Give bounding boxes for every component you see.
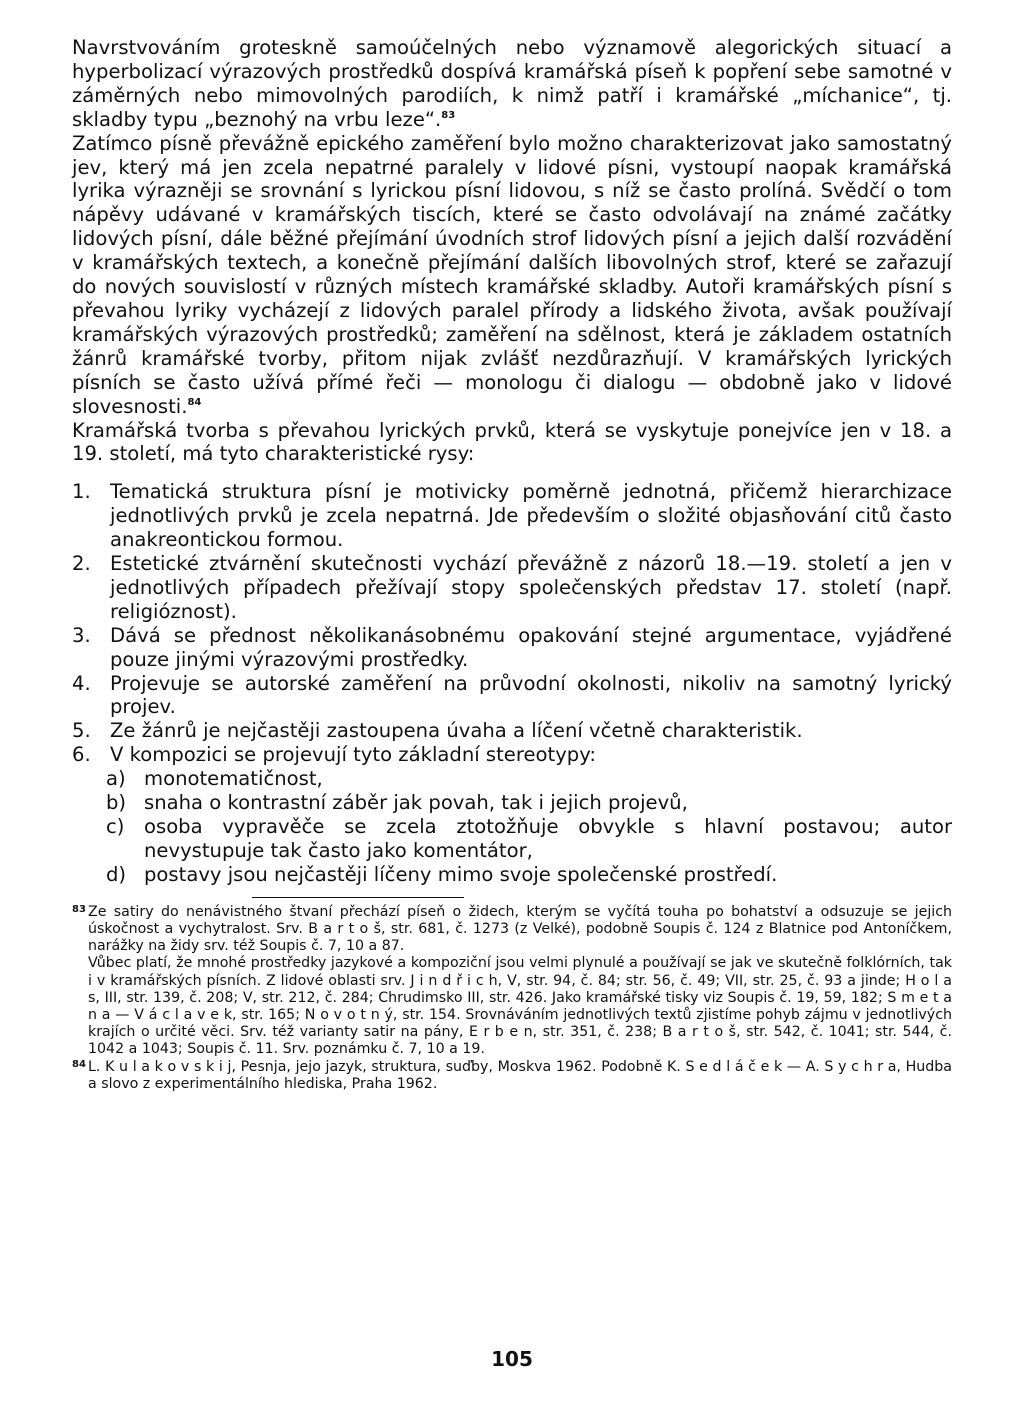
paragraph-text: Kramářská tvorba s převahou lyrických prvků, která se vyskytuje ponejvíce jen v 18. a 19. století, má tyto charakteristické rysy: [72, 418, 952, 466]
list-number: 1. [72, 480, 91, 504]
sublist-text: postavy jsou nejčastěji líčeny mimo svoje společenské prostředí. [144, 862, 778, 886]
list-text: Projevuje se autorské zaměření na průvodní okolnosti, nikoliv na samotný lyrický projev. [110, 671, 952, 719]
list-text: Estetické ztvárnění skutečnosti vychází převážně z názorů 18.—19. století a jen v jednotlivých případech přežívají stopy společenských představ 17. století (např. religióznost). [110, 552, 952, 623]
sublist-item [72, 791, 952, 815]
list-text: Ze žánrů je nejčastěji zastoupena úvaha a líčení včetně charakteristik. [110, 719, 803, 743]
footnote-mark: 83 [72, 903, 86, 915]
paragraph [72, 36, 952, 132]
list-number: 3. [72, 623, 91, 647]
main-text [72, 36, 952, 466]
list-item [72, 552, 952, 624]
page-content [72, 36, 952, 1093]
footnote [72, 904, 952, 956]
sublist-letter: c) [106, 815, 125, 838]
sublist-letter: d) [106, 862, 127, 886]
list-item [72, 719, 952, 743]
list-text: V kompozici se projevují tyto základní stereotypy: [110, 743, 597, 767]
footnote-text: Ze satiry do nenávistného štvaní přechází píseň o židech, kterým se vyčítá touha po bohatství a odsuzuje se jejich úskočnost a vychytralost. Srv. B a r t o š, str. 681, č. 1273 (z Velké), podobně Soupis č. 124 z Blatnice pod Antoníčkem, narážky na židy srv. též Soupis č. 7, 10 a 87. [88, 903, 952, 955]
footnote-ref: 83 [441, 109, 456, 121]
list-item [72, 672, 952, 720]
list-item [72, 743, 952, 767]
sublist-text: snaha o kontrastní záběr jak povah, tak i jejich projevů, [144, 791, 688, 815]
footnote [72, 955, 952, 1058]
list-text: Dává se přednost několikanásobnému opakování stejné argumentace, vyjádřené pouze jinými výrazovými prostředky. [110, 623, 952, 671]
paragraph-text: Navrstvováním groteskně samoúčelných nebo významově alegorických situací a hyperbolizací výrazových prostředků dospívá kramářská píseň k popření sebe samotné v záměrných nebo mimovolných parodiích, k nimž patří i kramářské „míchanice“, tj. skladby typu „beznohý na vrbu leze“. [72, 36, 952, 131]
list-item [72, 480, 952, 552]
list-number: 5. [72, 719, 91, 743]
footnotes [72, 904, 952, 1093]
footnote-mark: 84 [72, 1058, 86, 1070]
sublist-item [72, 815, 952, 863]
paragraph-text: Zatímco písně převážně epického zaměření bylo možno charakterizovat jako samostatný jev, který má jen zcela nepatrné paralely v lidové písni, vystoupí naopak kramářská lyrika výrazněji se srovnání s lyrickou písní lidovou, s níž se často prolíná. Svědčí o tom nápěvy udávané v kramářských tiscích, které se často odvolávají na známé začátky lidových písní, dále běžné přejímání úvodních strof lidových písní a jejich další rozvádění v kramářských textech, a konečně přejímání dalších libovolných strof, které se zařazují do nových souvislostí v různých místech kramářské skladby. Autoři kramářských písní s převahou lyriky vycházejí z lidových paralel přírody a lidského života, avšak používají kramářských výrazových prostředků; zaměření na sdělnost, která je základem ostatních žánrů kramářské tvorby, přitom nijak zvlášť nezdůrazňují. V kramářských lyrických písních se často užívá přímé řeči — monologu či dialogu — obdobně jako v lidové slovesnosti. [72, 131, 952, 418]
footnote-text: Vůbec platí, že mnohé prostředky jazykové a kompoziční jsou velmi plynulé a používají se jak ve skutečně folklórních, tak i v kramářských písních. Z lidové oblasti srv. J i n d ř i c h, V, str. 94, č. 84; str. 56, č. 49; VII, str. 25, č. 93 a jinde; H o l a s, III, str. 139, č. 208; V, str. 212, č. 284; Chrudimsko III, str. 426. Jako kramářské tisky viz Soupis č. 19, 59, 182; S m e t a n a — V á c l a v e k, str. 165; N o v o t n ý, str. 154. Srovnáváním jednotlivých textů zjistíme pohyb zájmu v jednotlivých krajích o určité věci. Srv. též varianty satir na pány, E r b e n, str. 351, č. 238; B a r t o š, str. 542, č. 1041; str. 544, č. 1042 a 1043; Soupis č. 11. Srv. poznámku č. 7, 10 a 19. [88, 955, 952, 1058]
footnote [72, 1059, 952, 1093]
list-text: Tematická struktura písní je motivicky poměrně jednotná, přičemž hierarchizace jednotlivých prvků je zcela nepatrná. Jde především o složité objasňování citů často anakreontickou formou. [110, 480, 952, 552]
sublist-text: monotematičnost, [144, 767, 323, 791]
paragraph [72, 419, 952, 467]
list-number: 4. [72, 671, 91, 695]
characteristics-list [72, 480, 952, 886]
list-item [72, 624, 952, 672]
sublist-item [72, 863, 952, 887]
list-number: 2. [72, 552, 91, 576]
paragraph [72, 132, 952, 419]
sublist-letter: a) [106, 767, 126, 791]
sublist-item [72, 767, 952, 791]
sublist-letter: b) [106, 791, 127, 815]
footnote-divider [252, 897, 464, 898]
page-number: 105 [491, 1347, 533, 1371]
sublist-text: osoba vypravěče se zcela ztotožňuje obvykle s hlavní postavou; autor nevystupuje tak často jako komentátor, [144, 815, 952, 862]
footnote-mark [72, 955, 88, 1058]
list-number: 6. [72, 743, 91, 767]
footnote-ref: 84 [187, 396, 202, 408]
footnote-text: L. K u l a k o v s k i j, Pesnja, jejo jazyk, struktura, suďby, Moskva 1962. Podobně K. S e d l á č e k — A. S y c h r a, Hudba a slovo z experimentálního hlediska, Praha 1962. [88, 1058, 952, 1092]
